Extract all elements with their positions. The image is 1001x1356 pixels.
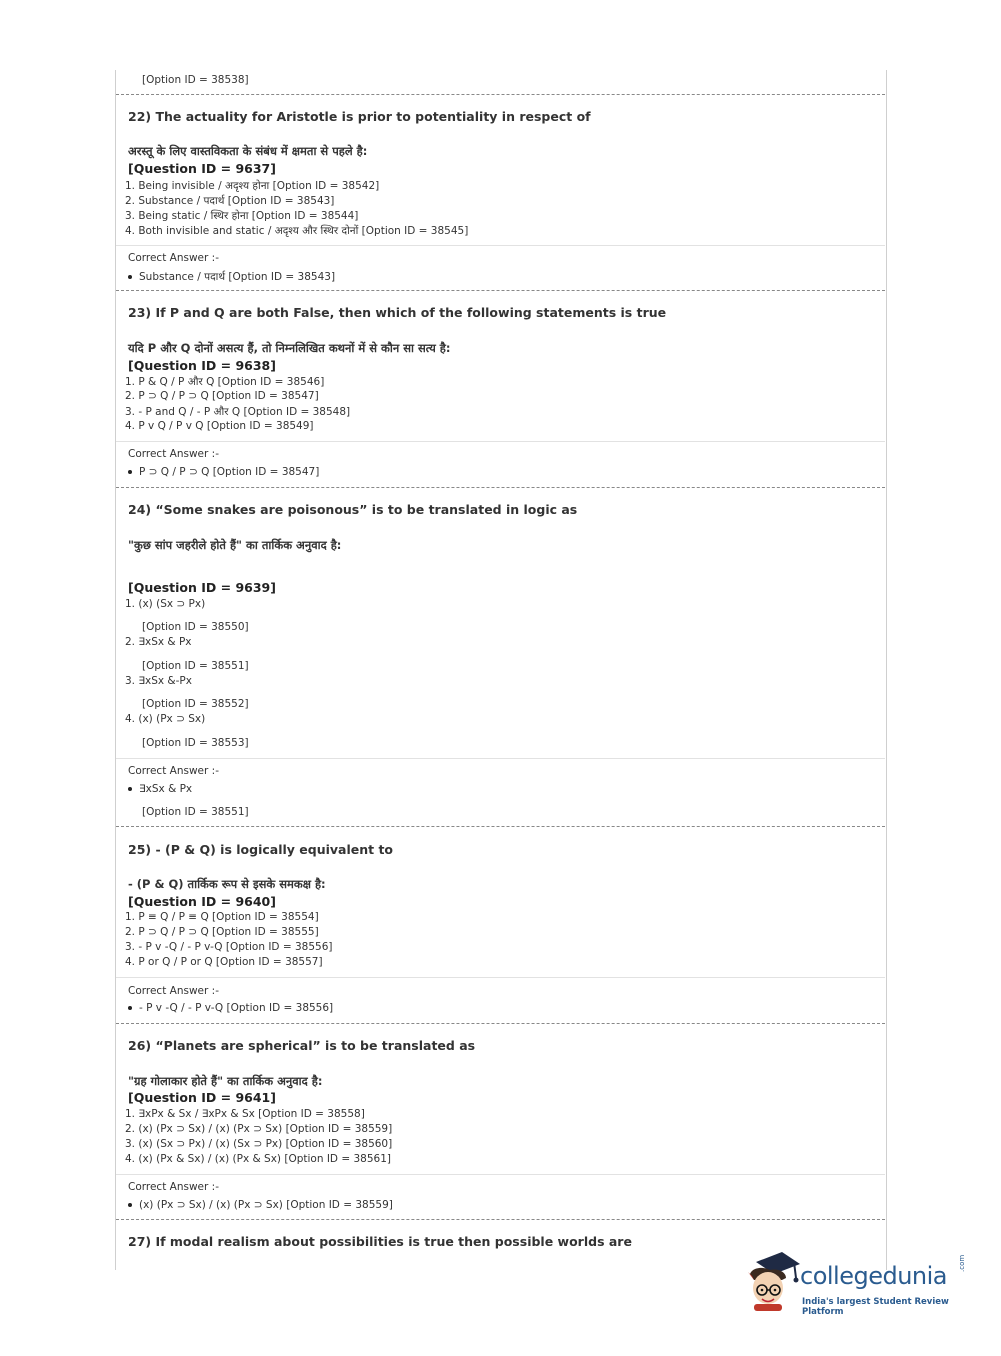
answer-divider: [116, 758, 885, 759]
question-24-answer-label: Correct Answer :-: [128, 765, 219, 777]
question-23-option-2: 2. P ⊃ Q / P ⊃ Q [Option ID = 38547]: [125, 390, 319, 402]
question-separator: [116, 290, 885, 291]
question-25-hindi: - (P & Q) तार्किक रूप से इसके समकक्ष है:: [128, 877, 326, 891]
question-23-option-1: 1. P & Q / P और Q [Option ID = 38546]: [125, 376, 325, 388]
question-22-title: 22) The actuality for Aristotle is prior to potentiality in respect of: [128, 109, 591, 124]
question-24-answer: [128, 783, 192, 795]
question-24-option-1: 1. (x) (Sx ⊃ Px): [125, 598, 206, 610]
question-26-option-4: 4. (x) (Px & Sx) / (x) (Px & Sx) [Option ID = 38561]: [125, 1153, 391, 1165]
answer-divider: [116, 977, 885, 978]
collegedunia-logo: [742, 1250, 972, 1316]
question-24-option-3-id: [Option ID = 38552]: [142, 698, 249, 710]
question-22-answer-label: Correct Answer :-: [128, 252, 219, 264]
question-24-hindi: "कुछ सांप जहरीले होते हैं" का तार्किक अनुवाद है:: [128, 538, 342, 552]
question-23-id: [Question ID = 9638]: [128, 358, 276, 373]
question-25-option-1: 1. P ≡ Q / P ≡ Q [Option ID = 38554]: [125, 911, 319, 923]
question-23-answer: [128, 466, 319, 478]
question-22-answer-text: Substance / पदार्थ [Option ID = 38543]: [139, 271, 336, 283]
question-26-hindi: "ग्रह गोलाकार होते हैं" का तार्किक अनुवाद है:: [128, 1074, 323, 1088]
answer-divider: [116, 245, 885, 246]
question-23-title: 23) If P and Q are both False, then which of the following statements is true: [128, 305, 667, 320]
question-23-answer-text: P ⊃ Q / P ⊃ Q [Option ID = 38547]: [139, 466, 320, 478]
question-24-answer-text: ∃xSx & Px: [139, 783, 193, 795]
question-separator: [116, 826, 885, 827]
logo-tagline: India's largest Student Review Platform: [802, 1297, 949, 1317]
question-25-option-3: 3. - P v -Q / - P v-Q [Option ID = 38556]: [125, 941, 333, 953]
question-24-option-3: 3. ∃xSx &-Px: [125, 675, 192, 687]
bullet-icon: [128, 1006, 132, 1010]
answer-divider: [116, 1174, 885, 1175]
question-26-answer: [128, 1199, 393, 1211]
question-26-option-1: 1. ∃xPx & Sx / ∃xPx & Sx [Option ID = 38558]: [125, 1108, 365, 1120]
question-22-option-4: 4. Both invisible and static / अदृश्य और स्थिर दोनों [Option ID = 38545]: [125, 225, 469, 237]
question-24-option-4: 4. (x) (Px ⊃ Sx): [125, 713, 206, 725]
question-22-option-1: 1. Being invisible / अदृश्य होना [Option ID = 38542]: [125, 180, 380, 192]
question-26-option-2: 2. (x) (Px ⊃ Sx) / (x) (Px ⊃ Sx) [Option ID = 38559]: [125, 1123, 393, 1135]
question-24-option-4-id: [Option ID = 38553]: [142, 737, 249, 749]
question-25-title: 25) - (P & Q) is logically equivalent to: [128, 842, 394, 857]
bullet-icon: [128, 787, 132, 791]
question-27-title: 27) If modal realism about possibilities is true then possible worlds are: [128, 1234, 632, 1249]
question-25-answer-text: - P v -Q / - P v-Q [Option ID = 38556]: [139, 1002, 334, 1014]
question-24-option-1-id: [Option ID = 38550]: [142, 621, 249, 633]
question-separator: [116, 487, 885, 488]
mascot-icon: [742, 1250, 800, 1312]
question-26-option-3: 3. (x) (Sx ⊃ Px) / (x) (Sx ⊃ Px) [Option ID = 38560]: [125, 1138, 393, 1150]
question-23-option-3: 3. - P and Q / - P और Q [Option ID = 38548]: [125, 406, 351, 418]
bullet-icon: [128, 275, 132, 279]
question-24-option-2: 2. ∃xSx & Px: [125, 636, 192, 648]
question-23-answer-label: Correct Answer :-: [128, 448, 219, 460]
question-23-hindi: यदि P और Q दोनों असत्य हैं, तो निम्नलिखित कथनों में से कौन सा सत्य है:: [128, 341, 451, 355]
bullet-icon: [128, 1203, 132, 1207]
question-26-answer-label: Correct Answer :-: [128, 1181, 219, 1193]
question-22-id: [Question ID = 9637]: [128, 161, 276, 176]
question-separator: [116, 1023, 885, 1024]
question-22-option-3: 3. Being static / स्थिर होना [Option ID = 38544]: [125, 210, 359, 222]
bullet-icon: [128, 470, 132, 474]
logo-wordmark: collegedunia: [800, 1262, 948, 1290]
question-25-id: [Question ID = 9640]: [128, 894, 276, 909]
question-23-option-4: 4. P v Q / P v Q [Option ID = 38549]: [125, 420, 314, 432]
answer-divider: [116, 441, 885, 442]
prev-option-id: [Option ID = 38538]: [142, 74, 249, 86]
question-24-answer-id: [Option ID = 38551]: [142, 806, 249, 818]
question-22-hindi: अरस्तू के लिए वास्तविकता के संबंध में क्षमता से पहले है:: [128, 144, 368, 158]
question-25-answer: [128, 1002, 333, 1014]
logo-domain: .com: [958, 1254, 966, 1272]
question-24-option-2-id: [Option ID = 38551]: [142, 660, 249, 672]
question-25-answer-label: Correct Answer :-: [128, 985, 219, 997]
question-separator: [116, 1219, 885, 1220]
question-26-title: 26) “Planets are spherical” is to be translated as: [128, 1038, 476, 1053]
question-separator: [116, 94, 885, 95]
question-25-option-4: 4. P or Q / P or Q [Option ID = 38557]: [125, 956, 323, 968]
question-26-id: [Question ID = 9641]: [128, 1090, 276, 1105]
question-26-answer-text: (x) (Px ⊃ Sx) / (x) (Px ⊃ Sx) [Option ID = 38559]: [139, 1199, 393, 1211]
question-22-answer: [128, 270, 335, 284]
question-24-title: 24) “Some snakes are poisonous” is to be translated in logic as: [128, 502, 578, 517]
question-24-id: [Question ID = 9639]: [128, 580, 276, 595]
question-25-option-2: 2. P ⊃ Q / P ⊃ Q [Option ID = 38555]: [125, 926, 319, 938]
question-22-option-2: 2. Substance / पदार्थ [Option ID = 38543]: [125, 195, 335, 207]
